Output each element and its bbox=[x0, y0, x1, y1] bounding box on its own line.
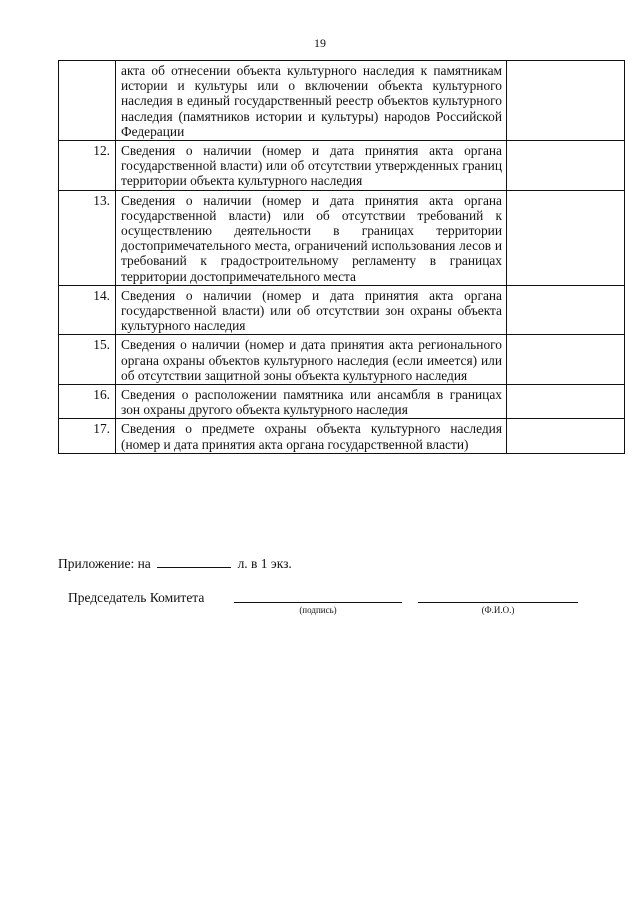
row-description: Сведения о наличии (номер и дата принятия акта органа государственной власти) или об отсутствии утвержденных границ территории объекта культурного наследия bbox=[116, 141, 507, 191]
annex-sheets-blank bbox=[157, 555, 231, 568]
row-number bbox=[59, 61, 116, 141]
row-value-cell bbox=[507, 335, 625, 385]
signatory-role: Председатель Комитета bbox=[68, 590, 205, 605]
table-row bbox=[59, 141, 625, 191]
row-description: Сведения о предмете охраны объекта культурного наследия (номер и дата принятия акта органа государственной власти) bbox=[116, 419, 507, 453]
row-description: акта об отнесении объекта культурного наследия к памятникам истории и культуры или о включении объекта культурного наследия в единый государственный реестр объектов культурного наследия (памятников истории и культуры) народов Российской Федерации bbox=[116, 61, 507, 141]
annex-prefix: Приложение: на bbox=[58, 556, 151, 571]
row-description: Сведения о наличии (номер и дата принятия акта регионального органа охраны объектов культурного наследия (если имеется) или об отсутствии защитной зоны объекта культурного наследия bbox=[116, 335, 507, 385]
name-caption: (Ф.И.О.) bbox=[481, 605, 515, 615]
row-value-cell bbox=[507, 385, 625, 419]
table-row bbox=[59, 385, 625, 419]
signature-caption: (подпись) bbox=[299, 605, 337, 615]
annex-suffix: л. в 1 экз. bbox=[237, 556, 292, 571]
row-description: Сведения о наличии (номер и дата принятия акта органа государственной власти) или об отсутствии требований к осуществлению деятельности в границах территории достопримечательного места, ограничений использования лесов и требований к градостроительному регламенту в границах территории достопримечательного места bbox=[116, 190, 507, 285]
row-value-cell bbox=[507, 190, 625, 285]
table-row bbox=[59, 285, 625, 335]
table-row bbox=[59, 335, 625, 385]
row-number: 14. bbox=[59, 285, 116, 335]
row-number: 16. bbox=[59, 385, 116, 419]
table-row bbox=[59, 61, 625, 141]
signature-line bbox=[234, 602, 402, 603]
row-description: Сведения о наличии (номер и дата принятия акта органа государственной власти) или об отсутствии зон охраны объекта культурного наследия bbox=[116, 285, 507, 335]
name-line bbox=[418, 602, 578, 603]
row-description: Сведения о расположении памятника или ансамбля в границах зон охраны другого объекта культурного наследия bbox=[116, 385, 507, 419]
row-value-cell bbox=[507, 61, 625, 141]
row-value-cell bbox=[507, 285, 625, 335]
row-value-cell bbox=[507, 419, 625, 453]
row-number: 12. bbox=[59, 141, 116, 191]
row-number: 17. bbox=[59, 419, 116, 453]
row-number: 15. bbox=[59, 335, 116, 385]
row-number: 13. bbox=[59, 190, 116, 285]
signature-block bbox=[0, 590, 640, 620]
annex-line bbox=[58, 555, 292, 572]
table-row bbox=[59, 419, 625, 453]
table-row bbox=[59, 190, 625, 285]
document-table bbox=[58, 60, 625, 454]
page-number: 19 bbox=[314, 36, 326, 50]
row-value-cell bbox=[507, 141, 625, 191]
